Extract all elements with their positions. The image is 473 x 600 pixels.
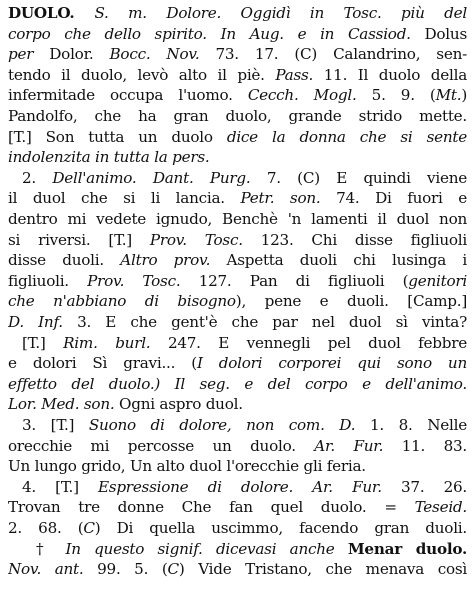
entry-line [8,271,467,291]
entry-text: Suono di dolore, non com. D. [88,416,370,434]
entry-line [8,497,467,517]
entry-text: orecchie mi percosse un duolo. [8,436,315,455]
entry-text: 4. [T.] [22,477,98,496]
entry-text: effetto del duolo.) Il seg. e del corpo e dell'animo. [8,374,467,393]
entry-text: Teseid. [414,498,467,517]
entry-text: che n'abbiano di bisogno [8,292,236,311]
entry-line [8,559,467,579]
entry-text: Ogni aspro duol. [119,395,243,414]
entry-line [8,230,467,250]
entry-line [8,415,467,435]
entry-line [8,312,467,332]
entry-line [8,209,467,229]
entry-text: 74. Di fuori e [336,189,467,208]
entry-text: Altro prov. [120,251,227,270]
entry-text: Rim. burl. [63,333,168,352]
entry-text: il duol che si li lancia. [8,189,241,208]
entry-text: 5. 9. ( [371,86,436,105]
entry-text: Un lungo grido, Un alto duol l'orecchie gli feria. [8,457,366,476]
entry-text: Cecch. Mogl. [247,86,372,105]
entry-text: [T.] Son tutta un duolo [8,127,227,146]
entry-text: figliuoli. [8,271,88,290]
entry-text: dentro mi vedete ignudo, Benchè 'n lamenti il duol non [8,210,467,228]
entry-text: [T.] [22,333,64,352]
entry-text: 11. Il duolo della [323,65,467,84]
entry-text: infermitade occupa l'uomo. [8,86,248,105]
entry-line [8,106,467,126]
entry-text: Pandolfo, che ha gran duolo, grande strido mette. [8,107,467,125]
entry-text: 99. 5. ( [97,560,168,579]
entry-line [8,291,467,311]
entry-text: 247. E vennegli pel duol febbre [167,333,467,352]
entry-line [8,436,467,456]
entry-line [8,250,467,270]
entry-text: 127. Pan di figliuoli ( [198,271,409,290]
entry-text: ) [461,86,467,105]
entry-text: Ar. Fur. [314,436,402,455]
entry-text: Dolus [424,24,467,43]
entry-line [8,24,467,44]
entry-text: 37. 26. [401,477,467,496]
entry-text: D. Inf. [8,313,78,331]
entry-text: 11. 83. [401,436,467,455]
entry-text: ), pene e duoli. [Camp.] [235,292,467,311]
entry-text: 123. Chi disse figliuoli [260,230,467,249]
entry-text: Dolor. [49,45,110,64]
entry-text: Bocc. Nov. [109,45,216,64]
entry-text: Prov. Tosc. [87,271,199,290]
entry-text: Espressione di dolore. Ar. Fur. [97,477,401,496]
entry-text: si riversi. [T.] [8,230,150,249]
entry-text: ) Vide Tristano, che menava così [178,560,467,579]
entry-line [8,518,467,538]
entry-line [8,456,467,476]
entry-text: dice la donna che si sente [226,127,467,146]
entry-text: In questo signif. dicevasi anche [65,539,348,558]
entry-text: Mt. [435,86,462,105]
entry-text: 2. 68. ( [8,519,84,537]
entry-line [8,374,467,394]
entry-text: I dolori corporei qui sono un [196,354,467,373]
entry-text: ) Di quella uscimmo, facendo gran duoli. [94,519,467,537]
entry-text: Menar duolo. [347,539,467,558]
entry-line [8,85,467,105]
entry-line [8,477,467,497]
entry-line [8,353,467,373]
entry-text: 3. [T.] [22,416,89,434]
entry-text: 7. (C) E quindi viene [266,168,467,187]
entry-text: S. m. Dolore. Oggidì in Tosc. più del [94,4,467,22]
entry-text: C [83,519,95,537]
entry-line [8,127,467,147]
entry-line [8,44,467,64]
entry-text: 1. 8. Nelle [369,416,467,434]
entry-text: Aspetta duoli chi lusinga i [226,251,467,270]
entry-line [8,539,467,559]
entry-text: e dolori Sì gravi... ( [8,354,197,373]
entry-text: corpo che dello spirito. In Aug. e in Cassiod. [8,24,425,43]
entry-text: 73. 17. (C) Calandrino, sen- [215,45,467,64]
entry-text: Nov. ant. [8,560,98,579]
entry-line [8,188,467,208]
entry-line [8,333,467,353]
entry-line [8,394,467,414]
entry-line [8,147,467,167]
entry-line [8,168,467,188]
entry-text: Petr. son. [240,189,337,208]
entry-line [8,3,467,23]
headword: DUOLO. [8,4,95,22]
entry-text: tendo il duolo, levò alto il piè. [8,65,276,84]
entry-text: 3. E che gent'è che par nel duol sì vinta? [77,313,467,331]
entry-text: genitori [408,271,467,290]
entry-text: Trovan tre donne Che fan quel duolo. = [8,498,415,517]
entry-line [8,65,467,85]
entry-text: C [167,560,179,579]
entry-text: † [36,539,66,558]
entry-text: Pass. [275,65,324,84]
entry-text: Prov. Tosc. [149,230,261,249]
entry-text: disse duoli. [8,251,121,270]
entry-text: 2. [22,168,53,187]
entry-text: Lor. Med. son. [8,395,120,414]
entry-text: indolenzita in tutta la pers. [8,148,210,167]
entry-text: Dell'animo. Dant. Purg. [52,168,267,187]
entry-text: per [8,45,50,64]
